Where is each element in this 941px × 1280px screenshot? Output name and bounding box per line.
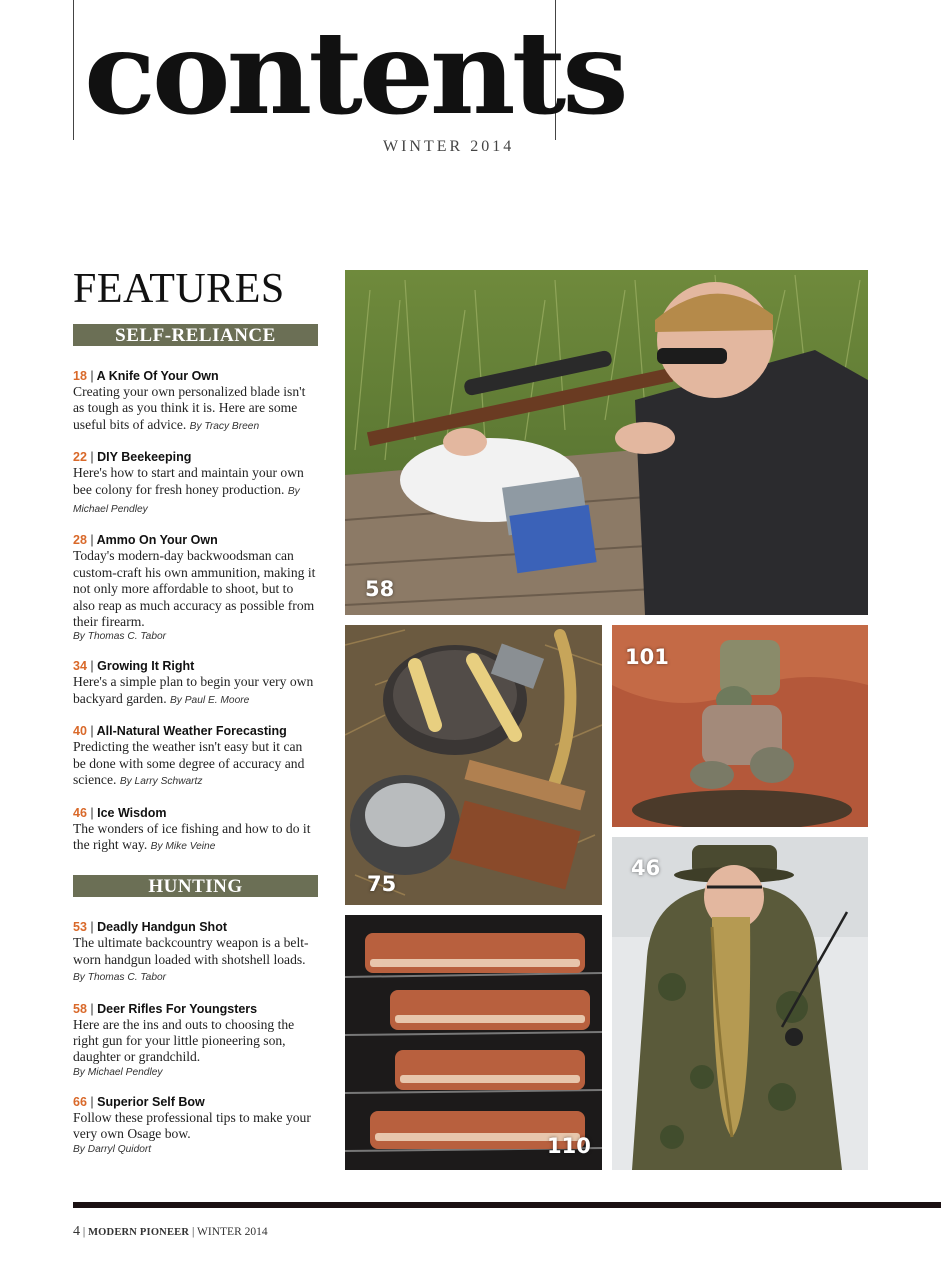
- page-footer: [73, 1224, 268, 1240]
- article-byline: By Michael Pendley: [73, 485, 300, 516]
- article-page-number: 34: [73, 659, 87, 674]
- article-entry[interactable]: [73, 449, 318, 518]
- article-heading: 46 | Ice Wisdom: [73, 805, 167, 820]
- article-page-number: 28: [73, 533, 87, 548]
- photo-page-number: 46: [631, 856, 661, 880]
- article-page-number: 53: [73, 920, 87, 935]
- footer-rule: [73, 1202, 941, 1208]
- photo-page-number: 75: [367, 872, 397, 896]
- article-entry[interactable]: [73, 532, 318, 644]
- article-byline: By Thomas C. Tabor: [73, 631, 167, 643]
- article-entry[interactable]: [73, 1001, 318, 1080]
- article-title[interactable]: DIY Beekeeping: [97, 450, 192, 465]
- article-entry[interactable]: [73, 368, 318, 435]
- article-page-number: 58: [73, 1001, 87, 1016]
- article-byline: By Tracy Breen: [189, 420, 260, 432]
- article-description: Today's modern-day backwoodsman can custom-craft his own ammunition, making it not only more affordable to shoot, but to also reap as much accuracy as possible from their firearm. By Thomas C. Tabor: [73, 548, 318, 644]
- photo-drinking-water[interactable]: [612, 625, 868, 827]
- article-entry[interactable]: [73, 919, 318, 986]
- article-description: Here's how to start and maintain your own bee colony for fresh honey production. By Michael Pendley: [73, 465, 304, 516]
- article-page-number: 18: [73, 369, 87, 383]
- section-band-hunting: HUNTING: [73, 875, 318, 897]
- article-entry[interactable]: [73, 805, 318, 856]
- folio-separator: |: [82, 1226, 86, 1238]
- photo-smoked-bacon[interactable]: [345, 915, 602, 1170]
- article-heading: 66 | Superior Self Bow: [73, 1094, 205, 1109]
- folio-page-number: 4: [73, 1224, 80, 1239]
- photo-youth-rifle[interactable]: [345, 270, 868, 615]
- article-title[interactable]: Ice Wisdom: [97, 805, 167, 820]
- photo-youth-rifle-image: [345, 270, 868, 615]
- masthead-rule-left: [73, 0, 74, 140]
- photo-smoked-bacon-image: [345, 915, 602, 1170]
- article-title[interactable]: Deer Rifles For Youngsters: [97, 1001, 258, 1016]
- article-title[interactable]: Ammo On Your Own: [96, 533, 218, 548]
- article-title[interactable]: A Knife Of Your Own: [96, 369, 219, 383]
- article-heading: 28 | Ammo On Your Own: [73, 533, 218, 548]
- article-description: The ultimate backcountry weapon is a belt-worn handgun loaded with shotshell loads. By Thomas C. Tabor: [73, 935, 309, 984]
- article-entry[interactable]: [73, 1094, 318, 1157]
- article-title[interactable]: Superior Self Bow: [97, 1094, 205, 1109]
- article-description: Follow these professional tips to make your very own Osage bow. By Darryl Quidort: [73, 1110, 318, 1157]
- article-byline: By Thomas C. Tabor: [73, 972, 167, 984]
- article-page-number: 40: [73, 724, 87, 739]
- photo-page-number: 58: [365, 577, 395, 601]
- article-description: Predicting the weather isn't easy but it can be done with some degree of accuracy and science. By Larry Schwartz: [73, 739, 305, 788]
- article-byline: By Paul E. Moore: [170, 694, 250, 706]
- folio-magazine-name: MODERN PIONEER: [88, 1227, 190, 1238]
- article-description: Here's a simple plan to begin your very own backyard garden. By Paul E. Moore: [73, 674, 314, 706]
- article-heading: 18 | A Knife Of Your Own: [73, 369, 219, 383]
- article-description: The wonders of ice fishing and how to do it the right way. By Mike Veine: [73, 820, 311, 852]
- article-page-number: 66: [73, 1094, 87, 1109]
- folio-separator: |: [192, 1226, 195, 1238]
- article-heading: 53 | Deadly Handgun Shot: [73, 920, 227, 935]
- photo-campfire-cookware[interactable]: [345, 625, 602, 905]
- article-byline: By Larry Schwartz: [119, 776, 203, 788]
- photo-campfire-cookware-image: [345, 625, 602, 905]
- article-byline: By Michael Pendley: [73, 1066, 163, 1078]
- features-heading: FEATURES: [73, 266, 285, 312]
- article-title[interactable]: All-Natural Weather Forecasting: [96, 724, 287, 739]
- photo-page-number: 101: [625, 645, 669, 669]
- article-page-number: 46: [73, 805, 87, 820]
- article-entry[interactable]: [73, 658, 318, 709]
- article-page-number: 22: [73, 450, 87, 465]
- article-heading: 58 | Deer Rifles For Youngsters: [73, 1001, 258, 1016]
- article-description: Creating your own personalized blade isn't as tough as you think it is. Here are some useful bits of advice. By Tracy Breen: [73, 384, 306, 432]
- article-title[interactable]: Deadly Handgun Shot: [97, 920, 227, 935]
- article-heading: 22 | DIY Beekeeping: [73, 450, 192, 465]
- issue-label: WINTER 2014: [383, 138, 515, 155]
- photo-ice-fishing[interactable]: [612, 837, 868, 1170]
- article-description: Here are the ins and outs to choosing the right gun for your little pioneering son, daughter or grandchild. By Michael Pendley: [73, 1017, 318, 1080]
- article-byline: By Mike Veine: [150, 840, 216, 852]
- page-title: contents: [84, 5, 625, 140]
- article-entry[interactable]: [73, 723, 318, 790]
- photo-page-number: 110: [547, 1134, 591, 1158]
- article-heading: 34 | Growing It Right: [73, 659, 195, 674]
- article-heading: 40 | All-Natural Weather Forecasting: [73, 724, 287, 739]
- article-title[interactable]: Growing It Right: [97, 659, 195, 674]
- folio-issue: WINTER 2014: [197, 1226, 268, 1238]
- article-byline: By Darryl Quidort: [73, 1143, 152, 1155]
- features-column: [73, 268, 318, 1171]
- section-band-self-reliance: SELF-RELIANCE: [73, 324, 318, 346]
- photo-ice-fishing-image: [612, 837, 868, 1170]
